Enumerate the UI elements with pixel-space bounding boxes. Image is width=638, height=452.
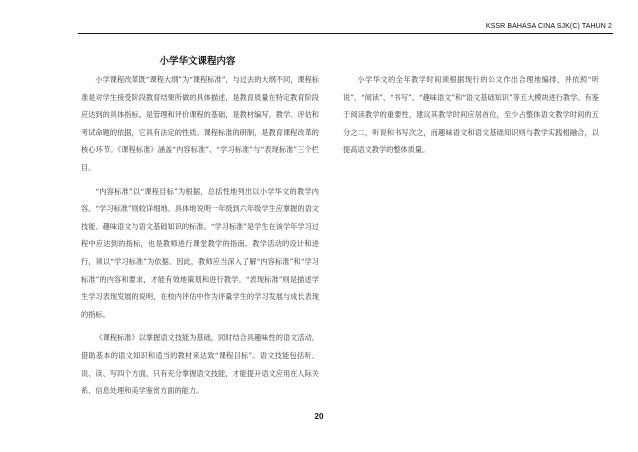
header-divider <box>78 33 613 34</box>
page-number: 20 <box>314 412 324 421</box>
paragraph: 小学课程改革既“课程大纲”为“课程标准”，与过去的大纲不同，课程标准是对学生接受阶段教育结果所做的具体描述，是教育质量在特定教育阶段应达到的具体指标，是管理和评价课程的基础，是教材编写、教学、评估和考试命题的依据，它具有法定的性质。课程标准的研制，是教育课程改革的核心环节。《课程标准》涵盖“内容标准”、“学习标准”与“表现标准”三个栏目。 <box>81 75 319 172</box>
left-column <box>81 71 319 406</box>
paragraph: 小学华文的全年教学时间须根据现行的公文作出合理地编排，并依照“听说”、“阅读”、“书写”、“趣味语文”和“语文基础知识”等五大模块进行教学。有鉴于阅读教学的重要性，建议其教学时间应居首位，至少占整体语文教学时间的五分之二，听说和书写次之，而趣味语文和语文基础知识则与教学实践相融合，以提高语文教学的整体质量。 <box>343 75 599 155</box>
paragraph: 《课程标准》以掌握语文技能为基础，同时结合具趣味性的语文活动，借助基本的语文知识和适当的教材来达致“课程目标”。语文技能包括听、说、读、写四个方面，只有充分掌握语文技能，才能提升语文应用在人际关系、信息处理和美学鉴赏方面的能力。 <box>81 333 319 396</box>
page-title: 小学华文课程内容 <box>159 56 236 67</box>
running-header: KSSR BAHASA CINA SJK(C) TAHUN 2 <box>485 23 612 30</box>
right-column <box>343 71 599 165</box>
paragraph: “内容标准”以“课程目标”为根据，总括性地列出以小学华文的教学内容。“学习标准”则较详细地、具体地说明一年级到六年级学生应掌握的语文技能、趣味语文与语文基础知识的标准。“学习标准”是学生在该学年学习过程中应达到的指标，也是教师进行课堂教学的指南。教学活动的设计和进行，须以“学习标准”为依据。因此，教师应当深入了解“内容标准”和“学习标准”的内容和要求，才能有效地策划和进行教学。“表现标准”则是描述学生学习表现发展的说明，在校内评估中作为评量学生的学习发展与成长表现的指标。 <box>81 186 319 319</box>
